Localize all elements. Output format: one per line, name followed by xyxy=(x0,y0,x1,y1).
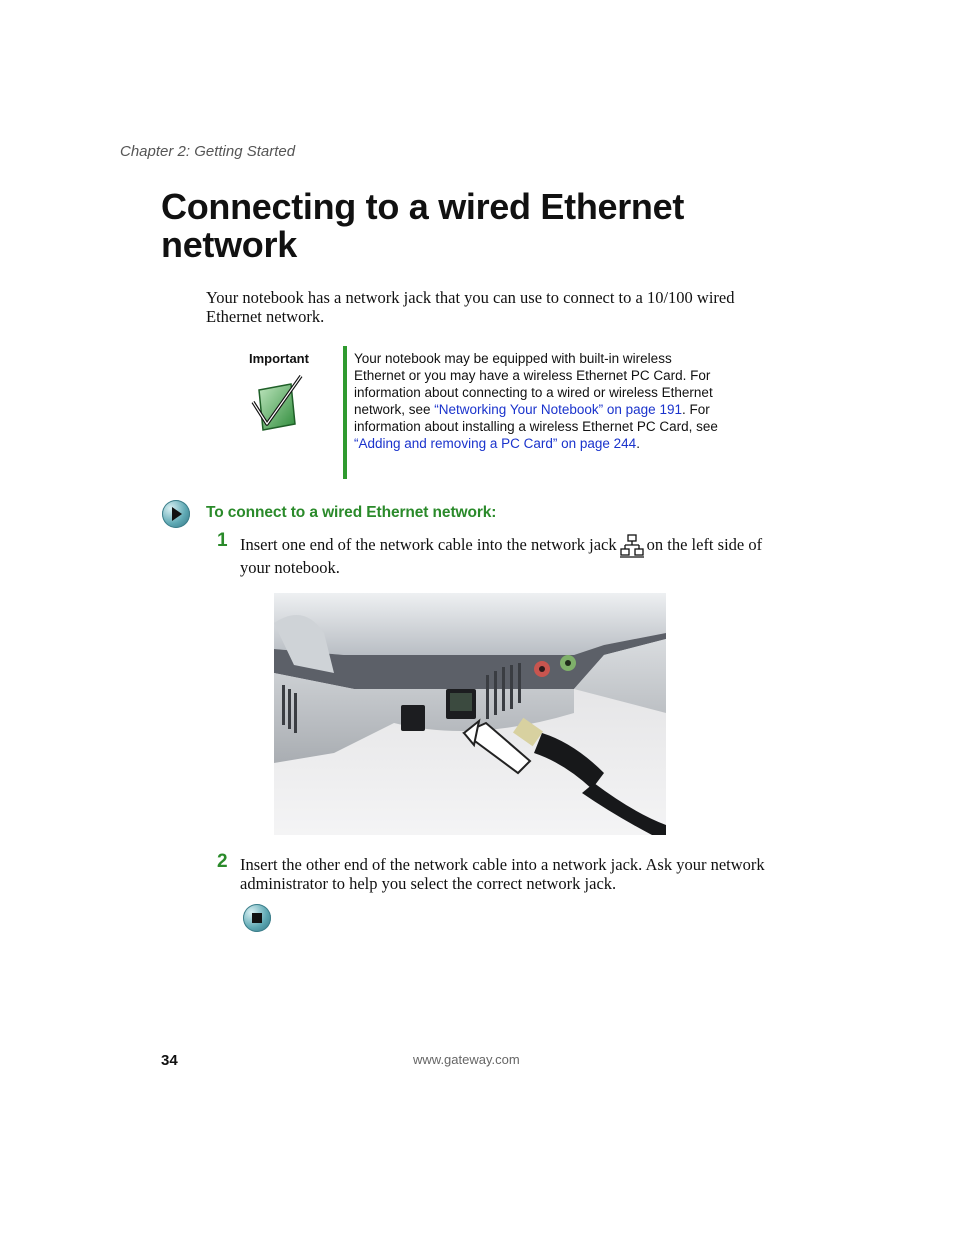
footer-url[interactable]: www.gateway.com xyxy=(413,1052,520,1067)
step-1-text-before: Insert one end of the network cable into the network jack xyxy=(240,535,617,554)
checkmark-icon xyxy=(251,374,303,432)
link-adding-removing-pc-card[interactable]: “Adding and removing a PC Card” on page 244 xyxy=(354,436,637,451)
procedure-start-icon xyxy=(162,500,190,528)
intro-paragraph: Your notebook has a network jack that you can use to connect to a 10/100 wired Ethernet network. xyxy=(206,288,735,326)
procedure-end-icon xyxy=(243,904,271,932)
laptop-network-port-photo xyxy=(274,593,666,835)
step-2-number: 2 xyxy=(217,851,228,872)
step-2-text: Insert the other end of the network cable into a network jack. Ask your network administrator to help you select the correct network jack. xyxy=(240,855,765,893)
important-text-part-1: Your notebook may be equipped with built-in wireless Ethernet or you may have a wireless Ethernet PC Card. For information about connecting to a wired or wireless Ethernet network, see xyxy=(354,351,713,417)
link-networking-your-notebook[interactable]: “Networking Your Notebook” on page 191 xyxy=(434,402,682,417)
important-bar xyxy=(343,346,347,479)
step-1-text xyxy=(240,534,785,577)
page-number: 34 xyxy=(161,1052,178,1069)
important-text-part-2: . For information about installing a wireless Ethernet PC Card, see xyxy=(354,402,718,434)
chapter-header: Chapter 2: Getting Started xyxy=(120,143,296,160)
title-line-2: network xyxy=(161,224,297,265)
important-text xyxy=(354,350,724,452)
step-1-text-after: on the left side of your notebook. xyxy=(240,535,763,577)
important-text-part-3: . xyxy=(636,436,640,451)
title-line-1: Connecting to a wired Ethernet xyxy=(161,186,685,227)
network-jack-icon xyxy=(620,534,644,558)
step-1-number: 1 xyxy=(217,530,228,551)
page-title xyxy=(161,188,801,264)
procedure-heading: To connect to a wired Ethernet network: xyxy=(206,504,497,521)
important-label: Important xyxy=(249,351,309,366)
